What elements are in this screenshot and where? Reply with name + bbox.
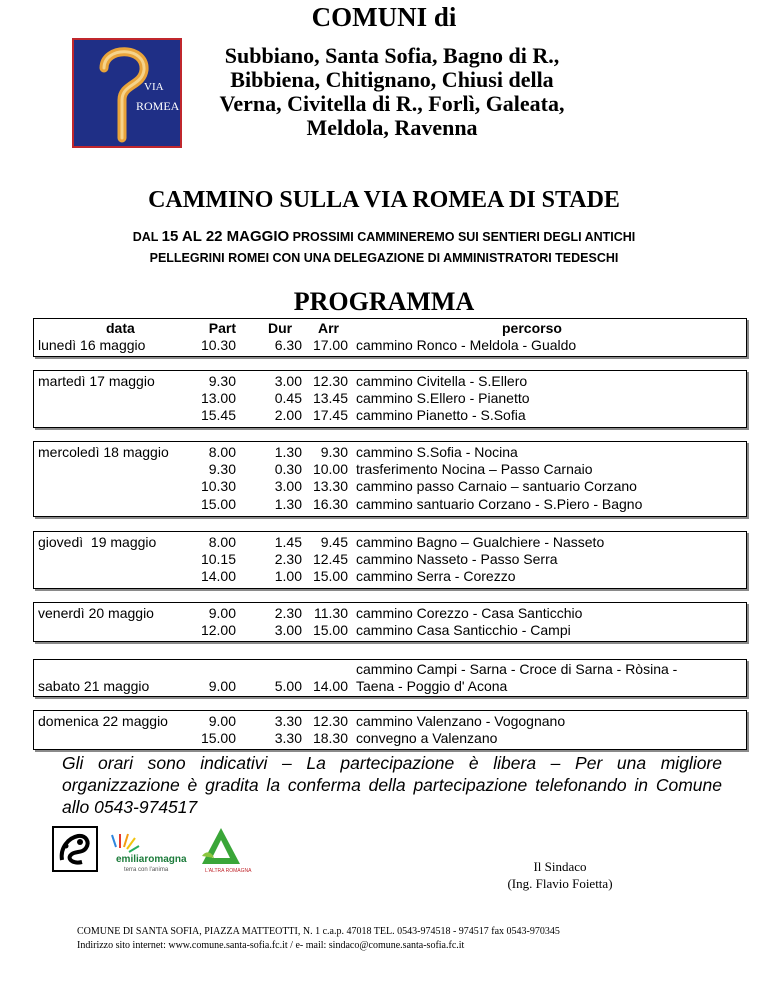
emilia-romagna-logo: [110, 826, 192, 876]
logo-text-romea: ROMEA: [136, 99, 180, 113]
towns-line: Bibbiena, Chitignano, Chiusi della: [230, 67, 554, 92]
arr-cell: 12.45: [312, 551, 348, 567]
logo-text-via: VIA: [144, 81, 164, 93]
arr-cell: 9.45: [320, 534, 348, 550]
route-cell: cammino Campi - Sarna - Croce di Sarna - Ròsina -: [356, 661, 678, 677]
part-cell: 13.00: [200, 390, 236, 406]
part-cell: 10.15: [200, 551, 236, 567]
part-cell: 15.00: [200, 730, 236, 746]
dur-cell: 3.00: [274, 373, 302, 389]
footer: [77, 925, 560, 953]
subtitle-dates: 15 AL 22 MAGGIO: [161, 228, 290, 245]
page-title: COMUNI di: [311, 2, 457, 32]
route-cell: cammino Valenzano - Vogognano: [356, 713, 566, 729]
dur-cell: 1.00: [274, 568, 302, 584]
dur-cell: 5.00: [274, 678, 302, 694]
towns-line: Verna, Civitella di R., Forlì, Galeata,: [219, 91, 565, 116]
route-cell: cammino passo Carnaio – santuario Corzano: [356, 478, 637, 494]
municipality-logo: [52, 826, 98, 872]
part-cell: 9.00: [208, 605, 236, 621]
event-subtitle: [30, 226, 738, 269]
arr-cell: 17.00: [312, 337, 348, 353]
part-cell: 12.00: [200, 622, 236, 638]
emilia-logo-text: emiliaromagna: [116, 854, 187, 865]
dur-cell: 1.30: [274, 444, 302, 460]
day-block: [33, 441, 747, 517]
signature-role: Il Sindaco: [533, 859, 587, 874]
signature-block: [470, 858, 650, 892]
arr-cell: 10.00: [312, 461, 348, 477]
route-cell: cammino Pianetto - S.Sofia: [356, 407, 526, 423]
arr-cell: 17.45: [312, 407, 348, 423]
part-cell: 9.30: [208, 373, 236, 389]
route-cell: cammino Ronco - Meldola - Gualdo: [356, 337, 577, 353]
altra-romagna-text: L'ALTRA ROMAGNA: [205, 868, 252, 874]
part-cell: 15.00: [200, 496, 236, 512]
day-block: [33, 531, 747, 589]
footer-contacts: Indirizzo sito internet: www.comune.santa-sofia.fc.it / e- mail: sindaco@comune.santa-sofia.fc.it: [77, 940, 465, 951]
arr-cell: 15.00: [312, 622, 348, 638]
route-cell: cammino Casa Santicchio - Campi: [356, 622, 571, 638]
part-cell: 8.00: [208, 534, 236, 550]
dur-cell: 2.30: [274, 551, 302, 567]
dur-cell: 3.30: [274, 713, 302, 729]
arr-cell: 14.00: [312, 678, 348, 694]
arr-cell: 12.30: [312, 713, 348, 729]
header-percorso: percorso: [502, 320, 562, 336]
header-arr: Arr: [318, 320, 340, 336]
event-title: CAMMINO SULLA VIA ROMEA DI STADE: [148, 187, 620, 213]
signature-name: (Ing. Flavio Foietta): [507, 876, 613, 891]
part-cell: 9.00: [208, 713, 236, 729]
route-cell: cammino Civitella - S.Ellero: [356, 373, 528, 389]
arr-cell: 12.30: [312, 373, 348, 389]
dur-cell: 1.30: [274, 496, 302, 512]
part-cell: 9.00: [208, 678, 236, 694]
header-data: data: [106, 320, 135, 336]
route-cell: cammino S.Ellero - Pianetto: [356, 390, 530, 406]
route-cell: trasferimento Nocina – Passo Carnaio: [356, 461, 593, 477]
route-cell: cammino Bagno – Gualchiere - Nasseto: [356, 534, 605, 550]
subtitle-post: PROSSIMI CAMMINEREMO SUI SENTIERI DEGLI ANTICHI: [289, 230, 636, 244]
part-cell: 14.00: [200, 568, 236, 584]
part-cell: 10.30: [200, 337, 236, 353]
day-block: [33, 318, 747, 357]
arr-cell: 9.30: [320, 444, 348, 460]
day-block: [33, 710, 747, 750]
dur-cell: 2.30: [274, 605, 302, 621]
part-cell: 9.30: [208, 461, 236, 477]
route-cell: Taena - Poggio d' Acona: [356, 678, 508, 694]
day-block: [33, 602, 747, 642]
arr-cell: 13.30: [312, 478, 348, 494]
route-cell: cammino santuario Corzano - S.Piero - Bagno: [356, 496, 643, 512]
day-label: domenica 22 maggio: [38, 713, 168, 729]
arr-cell: 16.30: [312, 496, 348, 512]
route-cell: convegno a Valenzano: [356, 730, 498, 746]
dur-cell: 3.00: [274, 478, 302, 494]
footer-address: COMUNE DI SANTA SOFIA, PIAZZA MATTEOTTI, N. 1 c.a.p. 47018 TEL. 0543-974518 - 974517 fax 0543-970345: [77, 926, 560, 937]
part-cell: 10.30: [200, 478, 236, 494]
dur-cell: 3.30: [274, 730, 302, 746]
notice-text: Gli orari sono indicativi – La partecipazione è libera – Per una migliore organizzazione è gradita la conferma della partecipazione telefonando in Comune allo 0543-974517: [62, 753, 722, 817]
dur-cell: 0.30: [274, 461, 302, 477]
day-label: mercoledì 18 maggio: [38, 444, 169, 460]
day-block: [33, 370, 747, 428]
day-label: sabato 21 maggio: [38, 678, 150, 694]
towns-line: Meldola, Ravenna: [306, 115, 478, 140]
day-label: giovedì 19 maggio: [38, 534, 157, 550]
header-dur: Dur: [268, 320, 293, 336]
route-cell: cammino Corezzo - Casa Santicchio: [356, 605, 583, 621]
day-block: [33, 659, 747, 697]
route-cell: cammino S.Sofia - Nocina: [356, 444, 518, 460]
dur-cell: 3.00: [274, 622, 302, 638]
dur-cell: 0.45: [274, 390, 302, 406]
header-part: Part: [208, 320, 236, 336]
arr-cell: 11.30: [314, 605, 348, 621]
programma-heading: PROGRAMMA: [293, 287, 475, 316]
arr-cell: 15.00: [312, 568, 348, 584]
route-cell: cammino Serra - Corezzo: [356, 568, 516, 584]
part-cell: 8.00: [208, 444, 236, 460]
towns-line: Subbiano, Santa Sofia, Bagno di R.,: [224, 43, 560, 68]
via-romea-logo: [72, 38, 182, 148]
dur-cell: 2.00: [274, 407, 302, 423]
altra-romagna-logo: [196, 826, 252, 876]
dur-cell: 1.45: [274, 534, 302, 550]
arr-cell: 13.45: [312, 390, 348, 406]
arr-cell: 18.30: [312, 730, 348, 746]
route-cell: cammino Nasseto - Passo Serra: [356, 551, 558, 567]
towns-list: [196, 44, 588, 140]
day-label: venerdì 20 maggio: [38, 605, 154, 621]
day-label: lunedì 16 maggio: [38, 337, 146, 353]
emilia-logo-tagline: terra con l'anima: [124, 867, 169, 873]
day-label: martedì 17 maggio: [38, 373, 155, 389]
subtitle-line2: PELLEGRINI ROMEI CON UNA DELEGAZIONE DI AMMINISTRATORI TEDESCHI: [149, 251, 619, 265]
subtitle-pre: DAL: [132, 230, 162, 244]
dur-cell: 6.30: [274, 337, 302, 353]
part-cell: 15.45: [200, 407, 236, 423]
